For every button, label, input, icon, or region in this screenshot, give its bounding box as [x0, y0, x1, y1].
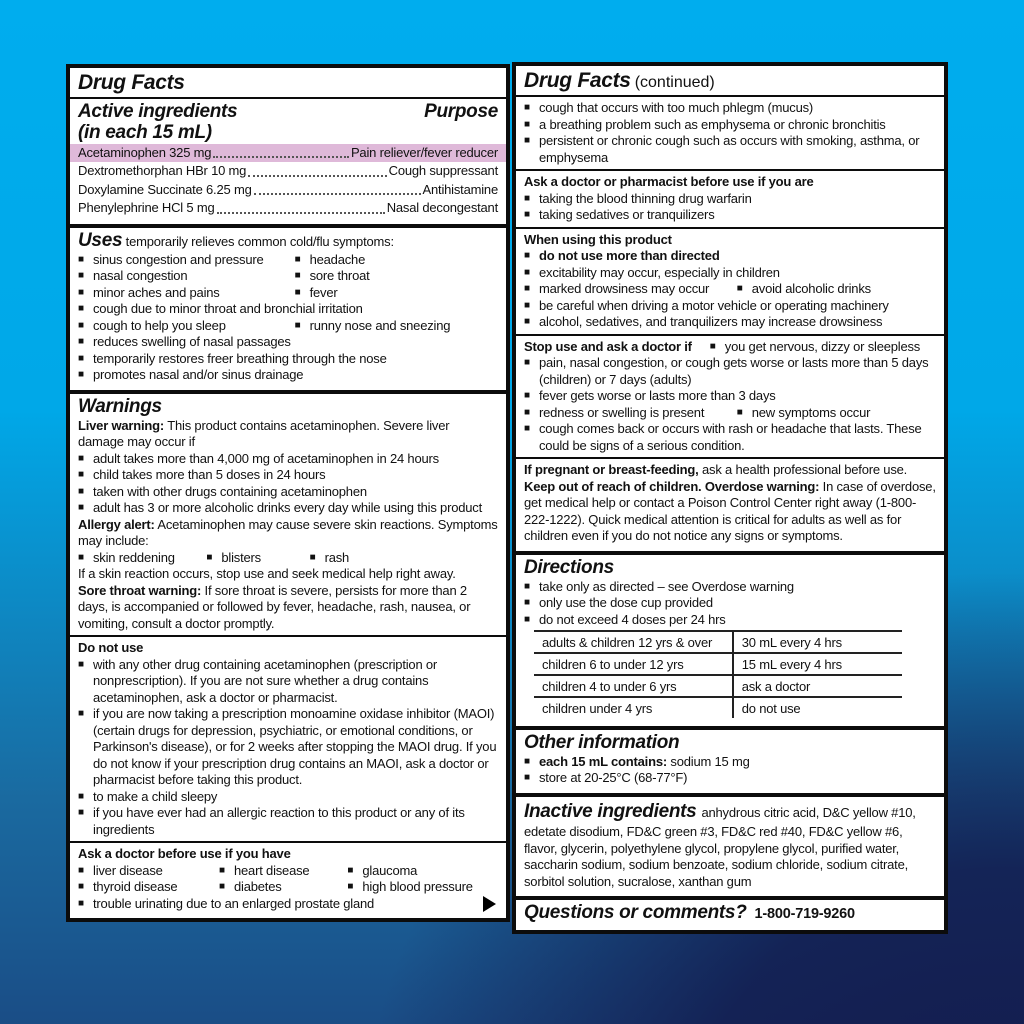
bullet-item: ■ temporarily restores freer breathing through the nose — [78, 351, 498, 368]
bullet-item: ■ taking sedatives or tranquilizers — [524, 207, 936, 224]
ingredient-row — [70, 199, 506, 217]
section-divider — [516, 169, 944, 171]
bullet-item: ■ to make a child sleepy — [78, 789, 498, 806]
sore-throat-warning-text: If sore throat is severe, persists for more than 2 days, is accompanied or followed by fever, headache, rash, nausea, or vomiting, consult a doctor promptly. — [78, 582, 471, 631]
dosage-amount-cell: do not use — [733, 697, 902, 718]
allergy-alert-text: Acetaminophen may cause severe skin reactions. Symptoms may include: — [78, 516, 498, 549]
liver-warning-text: This product contains acetaminophen. Severe liver damage may occur if — [78, 417, 450, 450]
bullet-item: ■ adult has 3 or more alcoholic drinks every day while using this product — [78, 500, 498, 517]
bullet-item: ■ glaucoma — [347, 863, 498, 880]
dosage-row — [534, 631, 902, 653]
allergy-symptoms-row — [78, 550, 498, 567]
do-not-use-heading: Do not use — [78, 640, 144, 656]
other-information-box — [512, 726, 948, 797]
bullet-item: ■ persistent or chronic cough such as occurs with smoking, asthma, or emphysema — [524, 133, 936, 166]
bullet-item: ■ take only as directed – see Overdose warning — [524, 579, 936, 596]
title-divider — [516, 95, 944, 97]
when-using-heading: When using this product — [524, 231, 672, 247]
section-divider — [70, 841, 506, 843]
uses-box — [66, 224, 510, 394]
continued-arrow-icon — [483, 896, 496, 912]
keep-out-of-reach-label: Keep out of reach of children. Overdose warning: — [524, 478, 820, 494]
bullet-item: ■ cough comes back or occurs with rash or headache that lasts. These could be signs of a serious condition. — [524, 421, 936, 454]
ingredient-row — [70, 181, 506, 199]
uses-title: Uses — [78, 229, 123, 251]
leader-dots — [217, 212, 385, 214]
ingredient-purpose: Cough suppressant — [388, 163, 498, 179]
bullet-item: ■ you get nervous, dizzy or sleepless — [710, 339, 920, 356]
bullet-item: ■ excitability may occur, especially in children — [524, 265, 936, 282]
bullet-item: ■ redness or swelling is present — [524, 405, 737, 422]
pregnant-text: ask a health professional before use. — [702, 462, 908, 478]
bullet-item: ■ with any other drug containing acetaminophen (prescription or nonprescription). If you are not sure whether a drug contains acetaminophen, ask a doctor or pharmacist. — [78, 657, 498, 707]
sodium-label: each 15 mL contains: — [539, 753, 667, 769]
bullet-item: ■ marked drowsiness may occur — [524, 281, 737, 298]
bullet-item: ■ high blood pressure — [347, 879, 498, 896]
liver-warning-label: Liver warning: — [78, 417, 165, 433]
ingredient-row — [70, 162, 506, 180]
ask-doctor-heading: Ask a doctor before use if you have — [78, 846, 291, 862]
bullet-item: ■ do not exceed 4 doses per 24 hrs — [524, 612, 936, 629]
dosage-row — [534, 697, 902, 718]
stop-use-heading: Stop use and ask a doctor if — [524, 338, 692, 354]
pregnant-label: If pregnant or breast-feeding, — [524, 462, 699, 478]
section-divider — [516, 334, 944, 336]
ingredient-name: Acetaminophen 325 mg — [78, 144, 212, 160]
ask-pharmacist-heading: Ask a doctor or pharmacist before use if you are — [524, 174, 814, 190]
bullet-item: ■ trouble urinating due to an enlarged prostate gland — [78, 896, 483, 913]
bullet-item: ■ heart disease — [219, 863, 347, 880]
bullet-item: ■ alcohol, sedatives, and tranquilizers may increase drowsiness — [524, 314, 936, 331]
bullet-item: ■ fever gets worse or lasts more than 3 days — [524, 388, 936, 405]
uses-intro: temporarily relieves common cold/flu symptoms: — [125, 233, 394, 249]
bullet-item: ■ new symptoms occur — [737, 405, 936, 422]
skin-reaction-note: If a skin reaction occurs, stop use and seek medical help right away. — [78, 566, 456, 582]
directions-box — [512, 551, 948, 730]
uses-bullet-row — [78, 268, 498, 285]
bullet-item: ■ headache — [295, 252, 498, 269]
uses-bullet-row — [78, 318, 498, 335]
bullet-item: ■ fever — [295, 285, 498, 302]
bullet-item: ■ reduces swelling of nasal passages — [78, 334, 498, 351]
conditions-row — [78, 863, 498, 880]
section-divider — [516, 227, 944, 229]
other-information-title: Other information — [524, 732, 680, 754]
overdose-warning-text: In case of overdose, get medical help or contact a Poison Control Center right away (1-800-222-1222). Quick medical attention is critical for adults as well as for children even if you do not notice any signs or symptoms. — [524, 478, 936, 544]
ingredient-name: Phenylephrine HCl 5 mg — [78, 200, 215, 216]
leader-dots — [213, 156, 349, 158]
right-column — [512, 62, 948, 934]
bullet-item: ■ cough that occurs with too much phlegm (mucus) — [524, 100, 936, 117]
bullet-item: ■ child takes more than 5 doses in 24 hours — [78, 467, 498, 484]
dosage-amount-cell: ask a doctor — [733, 675, 902, 697]
directions-title: Directions — [524, 556, 614, 578]
bullet-item: ■ cough to help you sleep — [78, 318, 295, 335]
section-divider — [516, 457, 944, 459]
bullet-item: ■ only use the dose cup provided — [524, 595, 936, 612]
purpose-heading: Purpose — [424, 101, 498, 123]
dosage-table — [534, 630, 902, 718]
ingredient-row — [70, 144, 506, 162]
bullet-item: ■ liver disease — [78, 863, 219, 880]
questions-box — [512, 896, 948, 934]
bullet-item: ■ taking the blood thinning drug warfarin — [524, 191, 936, 208]
continued-suffix: (continued) — [634, 74, 715, 91]
uses-bullet-row — [78, 285, 498, 302]
inactive-ingredients-box — [512, 793, 948, 900]
sodium-value: sodium 15 mg — [670, 753, 750, 769]
bullet-item: ■ avoid alcoholic drinks — [737, 281, 936, 298]
inactive-ingredients-list: anhydrous citric acid, D&C yellow #10, edetate disodium, FD&C green #3, FD&C red #40, FD&C yellow #6, flavor, glycerin, polyethylene glycol, propylene glycol, purified water, saccharin sodium, sodium benzoate, sodium chloride, sodium citrate, sorbitol solution, sucralose, xanthan gum — [524, 804, 916, 889]
leader-dots — [254, 193, 421, 195]
drug-facts-continued-title: Drug Facts — [524, 69, 631, 92]
bullet-item: ■ if you have ever had an allergic reaction to this product or any of its ingredients — [78, 805, 498, 838]
bullet-item: ■ a breathing problem such as emphysema or chronic bronchitis — [524, 117, 936, 134]
bullet-item: ■ store at 20-25°C (68-77°F) — [524, 770, 936, 787]
uses-bullet-row — [78, 252, 498, 269]
bullet-item: ■ if you are now taking a prescription monoamine oxidase inhibitor (MAOI) (certain drugs for depression, psychiatric, or emotional conditions, or Parkinson's disease), or for 2 weeks after stopping the MAOI drug. If you do not know if your prescription drug contains an MAOI, ask a doctor or pharmacist before taking this product. — [78, 706, 498, 789]
bullet-item: ■ skin reddening — [78, 550, 206, 567]
dosage-row — [534, 653, 902, 675]
questions-title: Questions or comments? — [524, 902, 747, 924]
bullet-item: ■ sinus congestion and pressure — [78, 252, 295, 269]
dosage-amount-cell: 30 mL every 4 hrs — [733, 631, 902, 653]
dosage-row — [534, 675, 902, 697]
bullet-item: ■ nasal congestion — [78, 268, 295, 285]
bullet-item: ■ taken with other drugs containing acetaminophen — [78, 484, 498, 501]
conditions-row — [78, 879, 498, 896]
bullet-item: ■ blisters — [206, 550, 309, 567]
section-divider — [70, 635, 506, 637]
when-using-row — [524, 281, 936, 298]
dosage-age-cell: adults & children 12 yrs & over — [534, 631, 733, 653]
bullet-item: ■ do not use more than directed — [524, 248, 936, 265]
ingredient-purpose: Antihistamine — [422, 181, 498, 197]
drug-facts-continued-box — [512, 62, 948, 555]
active-ingredients-heading: Active ingredients — [78, 101, 238, 123]
leader-dots — [248, 175, 386, 177]
bullet-item: ■ adult takes more than 4,000 mg of acetaminophen in 24 hours — [78, 451, 498, 468]
sore-throat-warning-label: Sore throat warning: — [78, 582, 202, 598]
ingredient-name: Doxylamine Succinate 6.25 mg — [78, 181, 252, 197]
ingredient-purpose: Nasal decongestant — [386, 200, 498, 216]
dosage-age-cell: children under 4 yrs — [534, 697, 733, 718]
bullet-item: ■ sore throat — [295, 268, 498, 285]
drug-facts-box — [66, 64, 510, 228]
stop-use-row — [524, 405, 936, 422]
title-divider — [70, 97, 506, 99]
bullet-item: ■ diabetes — [219, 879, 347, 896]
warnings-box — [66, 390, 510, 922]
bullet-item: ■ thyroid disease — [78, 879, 219, 896]
warnings-title: Warnings — [78, 395, 162, 417]
drug-facts-title: Drug Facts — [78, 71, 185, 94]
bullet-item: ■ runny nose and sneezing — [295, 318, 498, 335]
phone-number: 1-800-719-9260 — [754, 906, 855, 923]
dosage-age-cell: children 4 to under 6 yrs — [534, 675, 733, 697]
bullet-item: ■ minor aches and pains — [78, 285, 295, 302]
inactive-ingredients-title: Inactive ingredients — [524, 800, 697, 822]
allergy-alert-label: Allergy alert: — [78, 516, 155, 532]
bullet-item: ■ rash — [310, 550, 498, 567]
bullet-item: ■ promotes nasal and/or sinus drainage — [78, 367, 498, 384]
bullet-item: ■ cough due to minor throat and bronchial irritation — [78, 301, 498, 318]
active-ingredients-unit: (in each 15 mL) — [78, 122, 212, 144]
dosage-amount-cell: 15 mL every 4 hrs — [733, 653, 902, 675]
ingredient-name: Dextromethorphan HBr 10 mg — [78, 163, 247, 179]
ingredient-purpose: Pain reliever/fever reducer — [350, 144, 498, 160]
left-column — [66, 64, 510, 922]
bullet-item: ■ pain, nasal congestion, or cough gets worse or lasts more than 5 days (children) or 7 days (adults) — [524, 355, 936, 388]
bullet-item: ■ be careful when driving a motor vehicle or operating machinery — [524, 298, 936, 315]
dosage-age-cell: children 6 to under 12 yrs — [534, 653, 733, 675]
